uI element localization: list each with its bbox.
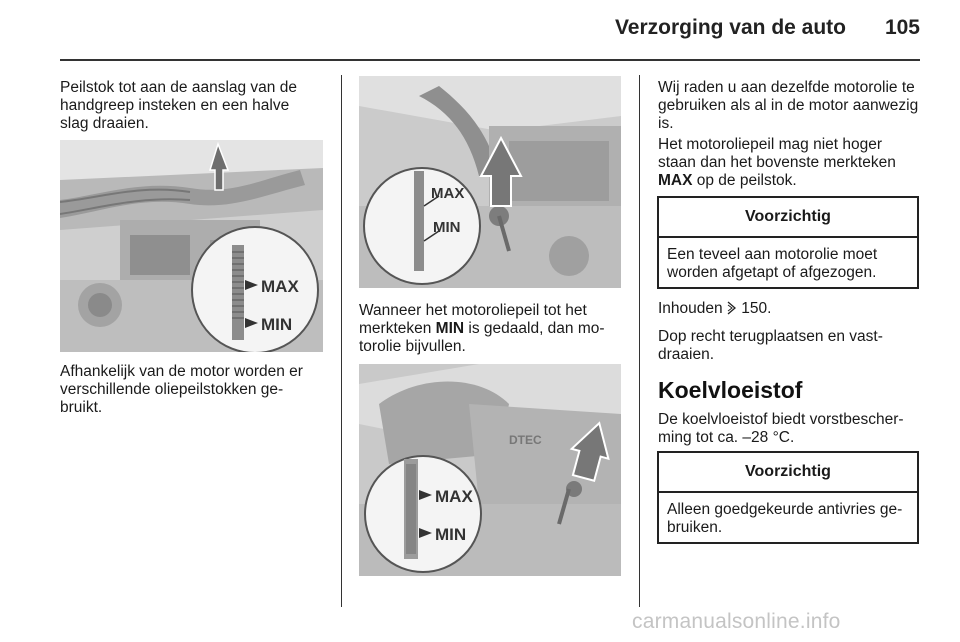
caution-body: Alleen goedgekeurde antivries ge- bruiken. xyxy=(667,501,903,536)
page-title: Verzorging van de auto xyxy=(614,16,846,39)
column-divider-2 xyxy=(639,75,640,607)
column-divider-1 xyxy=(341,75,342,607)
min-mark-paragraph: Wanneer het motoroliepeil tot het merkteken MIN is gedaald, dan mo- torolie bijvullen. xyxy=(359,302,605,355)
fig1-max-label: MAX xyxy=(261,277,299,296)
fig3-min-label: MIN xyxy=(435,525,467,544)
oil-recommendation-paragraph: Wij raden u aan dezelfde motorolie te gebruiken als al in de motor aanwezig is. xyxy=(658,79,919,132)
max-level-paragraph: Het motoroliepeil mag niet hoger staan dan het bovenste merkteken MAX op de peilstok. xyxy=(658,136,896,189)
page-number: 105 xyxy=(884,16,920,39)
capacity-reference: Inhouden 150. xyxy=(658,300,771,320)
cap-refit-paragraph: Dop recht terugplaatsen en vast- draaien. xyxy=(658,328,883,363)
fig2-max-label: MAX xyxy=(431,185,465,202)
fig3-engine-text: DTEC xyxy=(509,433,542,447)
page-reference-icon xyxy=(727,301,737,320)
fig3-max-label: MAX xyxy=(435,487,473,506)
caution-box-2 xyxy=(657,451,919,544)
instruction-paragraph-2: Afhankelijk van de motor worden er verschillende oliepeilstokken ge- bruikt. xyxy=(60,363,303,416)
header-divider xyxy=(60,59,920,61)
caution-title: Voorzichtig xyxy=(659,453,917,493)
watermark-link[interactable]: carmanualsonline.info xyxy=(632,610,841,633)
fig2-min-label: MIN xyxy=(433,219,461,236)
instruction-paragraph-1: Peilstok tot aan de aanslag van de handgreep insteken en een halve slag draaien. xyxy=(60,79,297,132)
fig1-min-label: MIN xyxy=(261,315,293,334)
dipstick-figure-2 xyxy=(359,76,621,288)
dipstick-figure-3 xyxy=(359,364,621,576)
caution-title: Voorzichtig xyxy=(659,198,917,238)
caution-body: Een teveel aan motorolie moet worden afgetapt of afgezogen. xyxy=(667,246,878,281)
section-heading-coolant: Koelvloeistof xyxy=(658,377,803,403)
dipstick-figure-1 xyxy=(60,140,323,352)
caution-box-1 xyxy=(657,196,919,289)
coolant-paragraph: De koelvloeistof biedt vorstbescher- ming tot ca. –28 °C. xyxy=(658,411,904,446)
